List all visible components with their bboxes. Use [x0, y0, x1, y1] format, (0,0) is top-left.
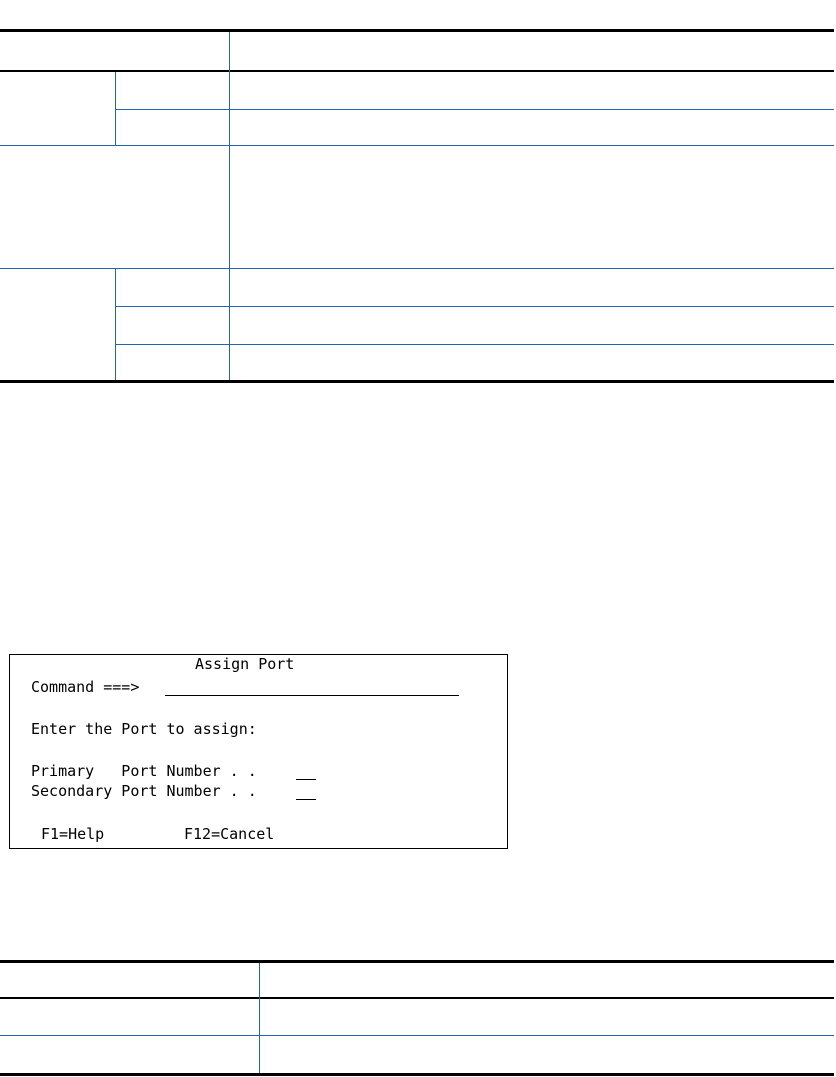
secondary-port-label: Secondary Port Number . .	[31, 782, 257, 800]
table-1-column-divider	[115, 72, 116, 145]
table-1-bottom-rule	[0, 380, 834, 383]
f1-help-key[interactable]: F1=Help	[41, 825, 105, 843]
table-2-header-rule	[0, 997, 834, 999]
table-2-column-divider	[259, 963, 260, 1073]
primary-port-label: Primary Port Number . .	[31, 762, 257, 780]
table-2-row-divider	[0, 1035, 834, 1036]
command-label: Command ===>	[31, 678, 140, 696]
table-2	[0, 960, 834, 1077]
assign-port-screen	[9, 654, 508, 849]
table-1-header-rule	[0, 70, 834, 72]
table-1-row-divider	[115, 109, 834, 110]
table-1-top-rule	[0, 29, 834, 32]
table-1-row-divider	[115, 306, 834, 307]
table-1-column-divider	[229, 32, 230, 380]
table-2-bottom-rule	[0, 1073, 834, 1076]
table-1	[0, 29, 834, 383]
table-2-top-rule	[0, 960, 834, 963]
table-1-row-divider	[0, 268, 834, 269]
table-1-row-divider	[0, 145, 834, 146]
primary-port-field[interactable]	[296, 779, 316, 780]
command-input[interactable]	[165, 695, 459, 696]
secondary-port-field[interactable]	[296, 799, 316, 800]
f12-cancel-key[interactable]: F12=Cancel	[184, 825, 275, 843]
table-1-row-divider	[115, 344, 834, 345]
screen-title: Assign Port	[195, 655, 295, 673]
table-1-column-divider	[115, 268, 116, 380]
assign-prompt: Enter the Port to assign:	[31, 720, 257, 738]
